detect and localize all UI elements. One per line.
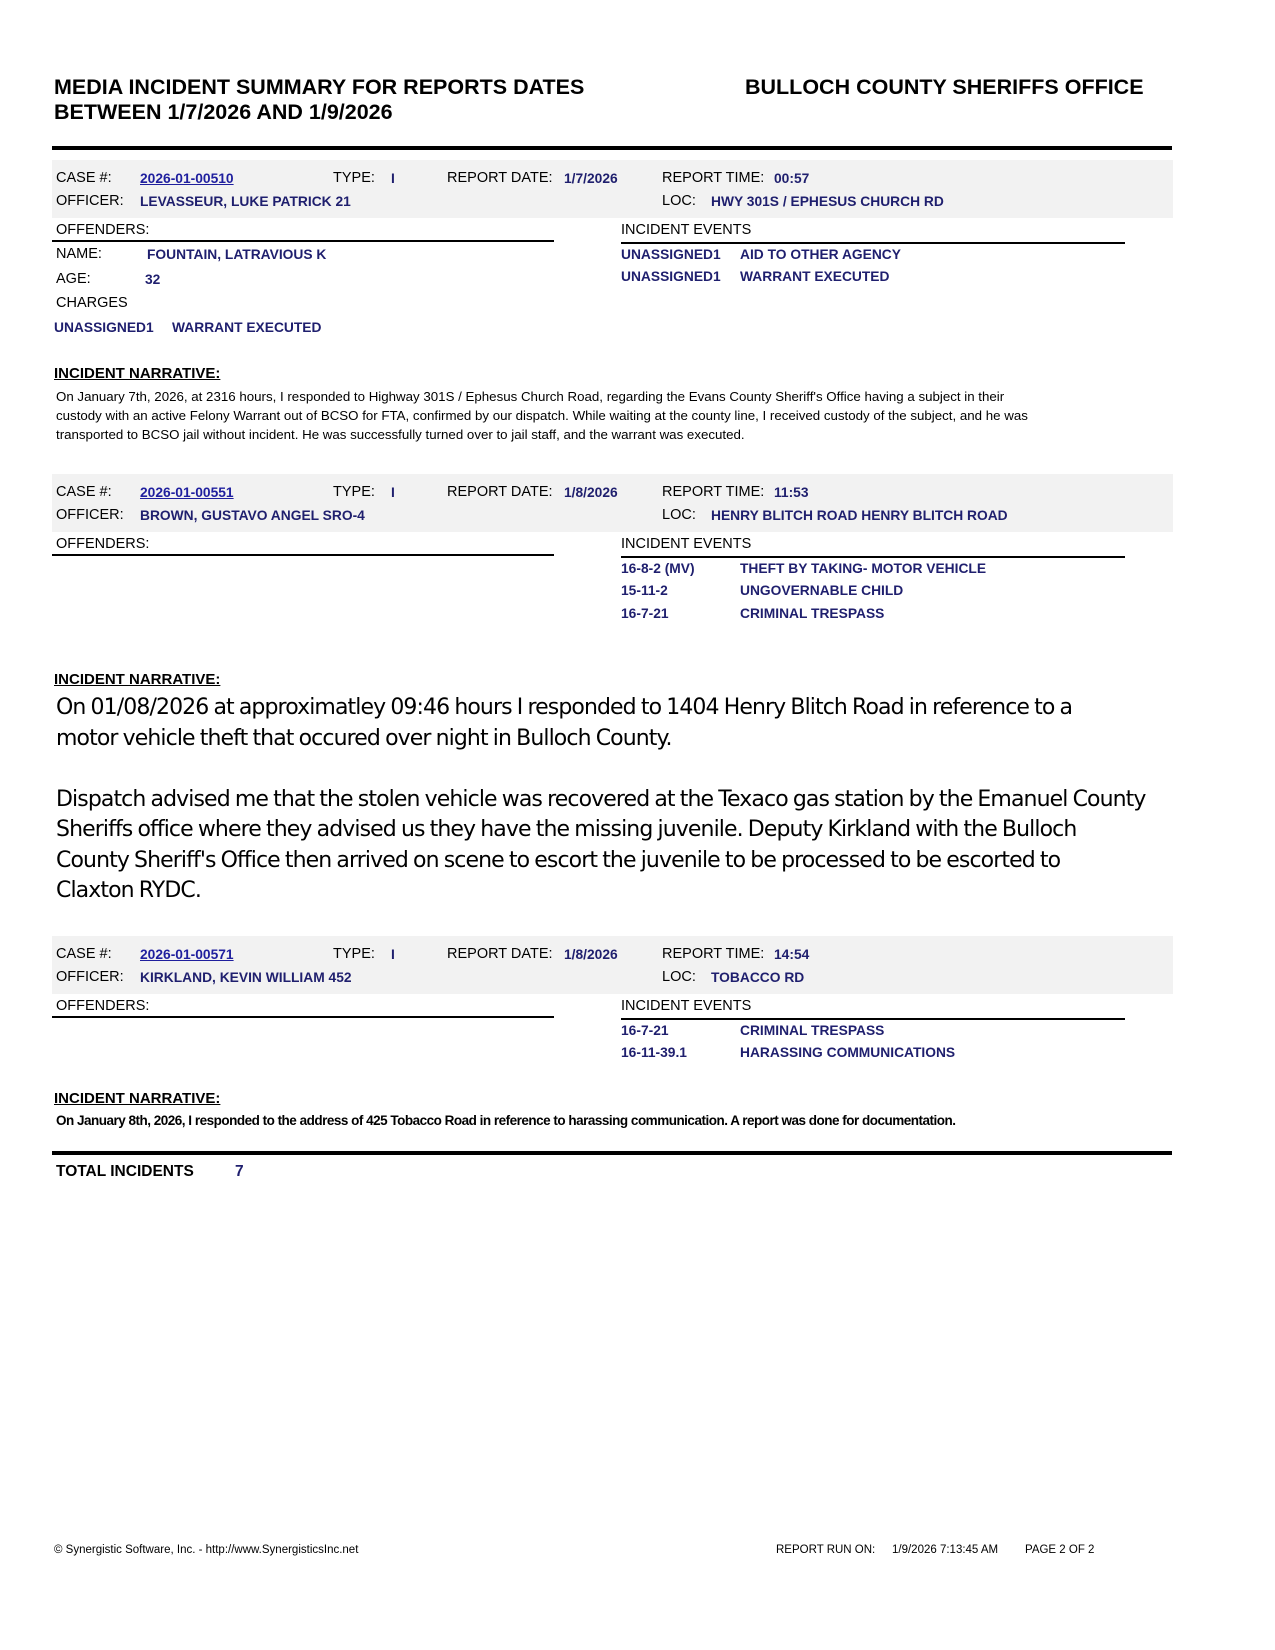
case-header-band <box>52 474 1173 532</box>
narrative-heading: INCIDENT NARRATIVE: <box>54 671 221 688</box>
incident-events-rule <box>621 242 1125 244</box>
event-code: 16-8-2 (MV) <box>621 561 695 576</box>
offender-age-label: AGE: <box>56 271 91 287</box>
narrative-text <box>56 387 1146 444</box>
type-label: TYPE: <box>333 170 375 186</box>
narrative-heading: INCIDENT NARRATIVE: <box>54 365 221 382</box>
case-number-link[interactable]: 2026-01-00510 <box>140 171 234 186</box>
charges-label: CHARGES <box>56 295 128 311</box>
officer-value: KIRKLAND, KEVIN WILLIAM 452 <box>140 970 352 985</box>
report-date-label: REPORT DATE: <box>447 946 553 962</box>
report-time-value: 14:54 <box>774 947 810 962</box>
report-time-value: 11:53 <box>774 485 809 500</box>
case-header-band <box>52 160 1173 218</box>
footer-copyright: © Synergistic Software, Inc. - http://www.SynergisticsInc.net <box>54 1544 359 1556</box>
offenders-label: OFFENDERS: <box>56 536 150 552</box>
report-run-label: REPORT RUN ON: <box>776 1544 876 1556</box>
event-desc: HARASSING COMMUNICATIONS <box>740 1045 956 1060</box>
report-date-value: 1/7/2026 <box>564 171 618 186</box>
incident-events-rule <box>621 1018 1125 1020</box>
loc-value: TOBACCO RD <box>711 970 805 985</box>
event-desc: WARRANT EXECUTED <box>740 269 890 284</box>
report-date-value: 1/8/2026 <box>564 485 618 500</box>
charge-code: UNASSIGNED1 <box>54 320 154 335</box>
officer-value: LEVASSEUR, LUKE PATRICK 21 <box>140 194 351 209</box>
narrative-line: On 01/08/2026 at approximatley 09:46 hours I responded to 1404 Henry Blitch Road in reference to a <box>56 695 1073 720</box>
event-code: UNASSIGNED1 <box>621 269 721 284</box>
case-header-band <box>52 936 1173 994</box>
case-label: CASE #: <box>56 484 112 500</box>
narrative-text: On January 8th, 2026, I responded to the address of 425 Tobacco Road in reference to harassing communication. A report was done for documentation. <box>56 1113 956 1128</box>
offenders-rule <box>52 240 554 242</box>
total-incidents-value: 7 <box>235 1163 244 1180</box>
narrative-text <box>56 693 1166 907</box>
narrative-heading: INCIDENT NARRATIVE: <box>54 1090 221 1107</box>
page-indicator: PAGE 2 OF 2 <box>1025 1544 1095 1556</box>
loc-value: HWY 301S / EPHESUS CHURCH RD <box>711 194 944 209</box>
event-desc: CRIMINAL TRESPASS <box>740 1023 885 1038</box>
report-title-line2: BETWEEN 1/7/2026 AND 1/9/2026 <box>54 100 393 124</box>
narrative-line: motor vehicle theft that occured over night in Bulloch County. <box>56 725 672 751</box>
officer-value: BROWN, GUSTAVO ANGEL SRO-4 <box>140 508 365 523</box>
header-divider <box>52 146 1172 150</box>
incident-events-label: INCIDENT EVENTS <box>621 222 752 238</box>
incident-events-rule <box>621 556 1125 558</box>
narrative-line: Claxton RYDC. <box>56 878 201 903</box>
officer-label: OFFICER: <box>56 969 124 985</box>
loc-label: LOC: <box>662 193 696 209</box>
case-label: CASE #: <box>56 946 112 962</box>
report-date-label: REPORT DATE: <box>447 484 553 500</box>
event-code: 15-11-2 <box>621 583 668 598</box>
report-time-value: 00:57 <box>774 171 810 186</box>
case-label: CASE #: <box>56 170 112 186</box>
offender-name-value: FOUNTAIN, LATRAVIOUS K <box>147 247 327 262</box>
report-title-line1: MEDIA INCIDENT SUMMARY FOR REPORTS DATES <box>54 75 585 99</box>
event-code: 16-7-21 <box>621 1023 669 1038</box>
loc-label: LOC: <box>662 507 696 523</box>
type-value: I <box>391 947 395 962</box>
incident-events-label: INCIDENT EVENTS <box>621 536 752 552</box>
report-date-value: 1/8/2026 <box>564 947 618 962</box>
loc-label: LOC: <box>662 969 696 985</box>
charge-desc: WARRANT EXECUTED <box>172 320 322 335</box>
agency-name: BULLOCH COUNTY SHERIFFS OFFICE <box>745 75 1144 99</box>
case-number-link[interactable]: 2026-01-00571 <box>140 947 234 962</box>
case-number-link[interactable]: 2026-01-00551 <box>140 485 234 500</box>
offenders-label: OFFENDERS: <box>56 222 150 238</box>
event-desc: THEFT BY TAKING- MOTOR VEHICLE <box>740 561 987 576</box>
narrative-blank-line <box>56 754 1166 785</box>
officer-label: OFFICER: <box>56 507 124 523</box>
event-code: 16-7-21 <box>621 606 669 621</box>
type-value: I <box>391 485 395 500</box>
report-run-value: 1/9/2026 7:13:45 AM <box>892 1544 999 1556</box>
totals-divider <box>52 1151 1172 1155</box>
offenders-rule <box>52 1016 554 1018</box>
offender-name-label: NAME: <box>56 246 102 262</box>
event-code: UNASSIGNED1 <box>621 247 721 262</box>
narrative-line: custody with an active Felony Warrant out of BCSO for FTA, confirmed by our dispatch. While waiting at the county line, I received custody of the subject, and he was <box>56 408 1028 423</box>
event-desc: CRIMINAL TRESPASS <box>740 606 885 621</box>
event-desc: UNGOVERNABLE CHILD <box>740 583 904 598</box>
event-code: 16-11-39.1 <box>621 1045 687 1060</box>
report-time-label: REPORT TIME: <box>662 946 765 962</box>
narrative-line: County Sheriff's Office then arrived on scene to escort the juvenile to be processed to be escorted to <box>56 847 1061 873</box>
narrative-line: Sheriffs office where they advised us they have the missing juvenile. Deputy Kirkland with the Bulloch <box>56 817 1077 842</box>
offenders-rule <box>52 554 554 556</box>
report-time-label: REPORT TIME: <box>662 484 765 500</box>
incident-events-label: INCIDENT EVENTS <box>621 998 752 1014</box>
report-date-label: REPORT DATE: <box>447 170 553 186</box>
narrative-line: On January 7th, 2026, at 2316 hours, I responded to Highway 301S / Ephesus Church Road, regarding the Evans County Sheriff's Office having a subject in their <box>56 389 1005 404</box>
type-value: I <box>391 171 395 186</box>
type-label: TYPE: <box>333 484 375 500</box>
narrative-line: transported to BCSO jail without incident. He was successfully turned over to jail staff, and the warrant was executed. <box>56 427 745 442</box>
type-label: TYPE: <box>333 946 375 962</box>
narrative-line: Dispatch advised me that the stolen vehicle was recovered at the Texaco gas station by the Emanuel County <box>56 786 1146 812</box>
offender-age-value: 32 <box>145 272 161 287</box>
loc-value: HENRY BLITCH ROAD HENRY BLITCH ROAD <box>711 508 1008 523</box>
event-desc: AID TO OTHER AGENCY <box>740 247 901 262</box>
officer-label: OFFICER: <box>56 193 124 209</box>
total-incidents-label: TOTAL INCIDENTS <box>56 1163 194 1180</box>
offenders-label: OFFENDERS: <box>56 998 150 1014</box>
report-time-label: REPORT TIME: <box>662 170 765 186</box>
